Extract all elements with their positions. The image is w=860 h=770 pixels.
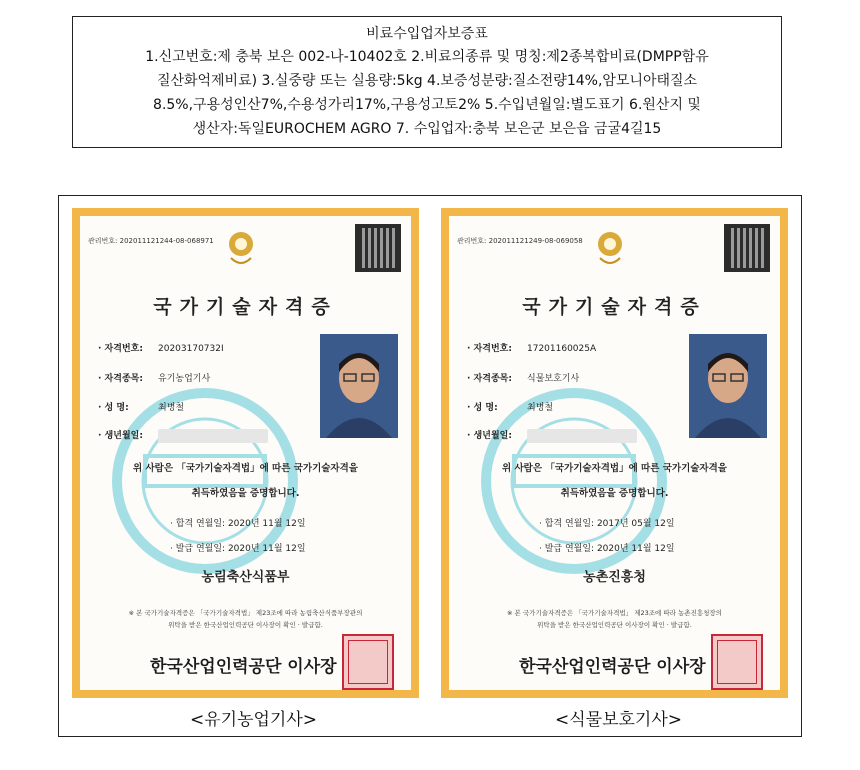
cert-type-row: [98, 371, 210, 384]
cert-number-value: 20203170732I: [158, 344, 224, 354]
cert-name-value: 최병철: [158, 403, 185, 413]
issue-date: · 발급 연월일: 2020년 11월 12일: [539, 544, 675, 554]
fertilizer-guarantee-label: [72, 16, 782, 148]
certificate-paper: [449, 216, 780, 690]
red-seal-icon: [342, 634, 394, 690]
guarantee-title: 비료수입업자보증표: [366, 26, 488, 42]
cert-birth-row: [98, 428, 268, 443]
birth-redacted: [527, 429, 637, 443]
management-number: 관리번호: 202011121244-08-068971: [88, 237, 214, 245]
cert-name-row: [467, 400, 553, 413]
guarantee-line-1: 1.신고번호:제 충북 보은 002-나-10402호 2.비료의종류 및 명칭:제2종복합비료(DMPP함유: [145, 49, 709, 65]
guarantee-line-4: 생산자:독일EUROCHEM AGRO 7. 수입업자:충북 보은군 보은읍 금굴4길15: [192, 121, 662, 137]
pass-date: · 합격 연월일: 2017년 05월 12일: [539, 519, 675, 529]
qr-code-icon: [355, 224, 401, 272]
cert-number-row: [98, 341, 224, 354]
cert-note-1: ※ 본 국가기술자격증은 「국가기술자격법」 제23조에 따라 농림축산식품부장관의: [128, 609, 363, 617]
holder-photo: [320, 334, 398, 438]
certificate-plant-protection: [441, 208, 788, 698]
cert-type-label: · 자격종목:: [467, 374, 512, 384]
cert-statement-2: 취득하였음을 증명합니다.: [191, 488, 300, 499]
certificate-title: 국가기술자격증: [522, 296, 707, 318]
caption-organic-agriculture: <유기농업기사>: [190, 710, 318, 730]
cert-type-value: 식물보호기사: [527, 374, 580, 384]
caption-plant-protection: <식물보호기사>: [555, 710, 683, 730]
management-number: 관리번호: 202011121249-08-069058: [457, 237, 583, 245]
issue-date: · 발급 연월일: 2020년 11월 12일: [170, 544, 306, 554]
issuer-name: 한국산업인력공단 이사장: [519, 657, 706, 677]
cert-number-value: 17201160025A: [527, 344, 597, 354]
cert-note-2: 위탁을 받은 한국산업인력공단 이사장이 확인 · 발급함.: [168, 621, 323, 629]
birth-redacted: [158, 429, 268, 443]
cert-name-label: · 성 명:: [467, 403, 498, 413]
government-emblem-icon: [594, 228, 626, 268]
guarantee-line-2: 질산화억제비료) 3.실중량 또는 실용량:5kg 4.보증성분량:질소전량14%,암모니아태질소: [156, 73, 698, 89]
cert-birth-label: · 생년월일:: [467, 431, 512, 441]
cert-note-2: 위탁을 받은 한국산업인력공단 이사장이 확인 · 발급함.: [537, 621, 692, 629]
red-seal-icon: [711, 634, 763, 690]
cert-birth-label: · 생년월일:: [98, 431, 143, 441]
issuer-name: 한국산업인력공단 이사장: [150, 657, 337, 677]
cert-number-label: · 자격번호:: [467, 344, 512, 354]
cert-number-row: [467, 341, 596, 354]
cert-type-row: [467, 371, 579, 384]
cert-number-label: · 자격번호:: [98, 344, 143, 354]
pass-date: · 합격 연월일: 2020년 11월 12일: [170, 519, 306, 529]
cert-type-value: 유기농업기사: [158, 374, 211, 384]
government-emblem-icon: [225, 228, 257, 268]
certificate-paper: [80, 216, 411, 690]
qr-code-icon: [724, 224, 770, 272]
holder-photo: [689, 334, 767, 438]
certificate-organic-agriculture: [72, 208, 419, 698]
certificate-title: 국가기술자격증: [153, 296, 338, 318]
cert-type-label: · 자격종목:: [98, 374, 143, 384]
cert-statement-1: 위 사람은 「국가기술자격법」에 따른 국가기술자격을: [502, 463, 727, 474]
cert-note-1: ※ 본 국가기술자격증은 「국가기술자격법」 제23조에 따라 농촌진흥청장의: [507, 609, 722, 617]
cert-name-value: 최병철: [527, 403, 554, 413]
ministry-name: 농림축산식품부: [201, 570, 290, 585]
guarantee-line-3: 8.5%,구용성인산7%,수용성가리17%,구용성고토2% 5.수입년월일:별도표기 6.원산지 및: [153, 97, 701, 113]
ministry-name: 농촌진흥청: [583, 570, 646, 585]
cert-statement-2: 취득하였음을 증명합니다.: [560, 488, 669, 499]
cert-statement-1: 위 사람은 「국가기술자격법」에 따른 국가기술자격을: [133, 463, 358, 474]
cert-name-row: [98, 400, 184, 413]
cert-birth-row: [467, 428, 637, 443]
cert-name-label: · 성 명:: [98, 403, 129, 413]
